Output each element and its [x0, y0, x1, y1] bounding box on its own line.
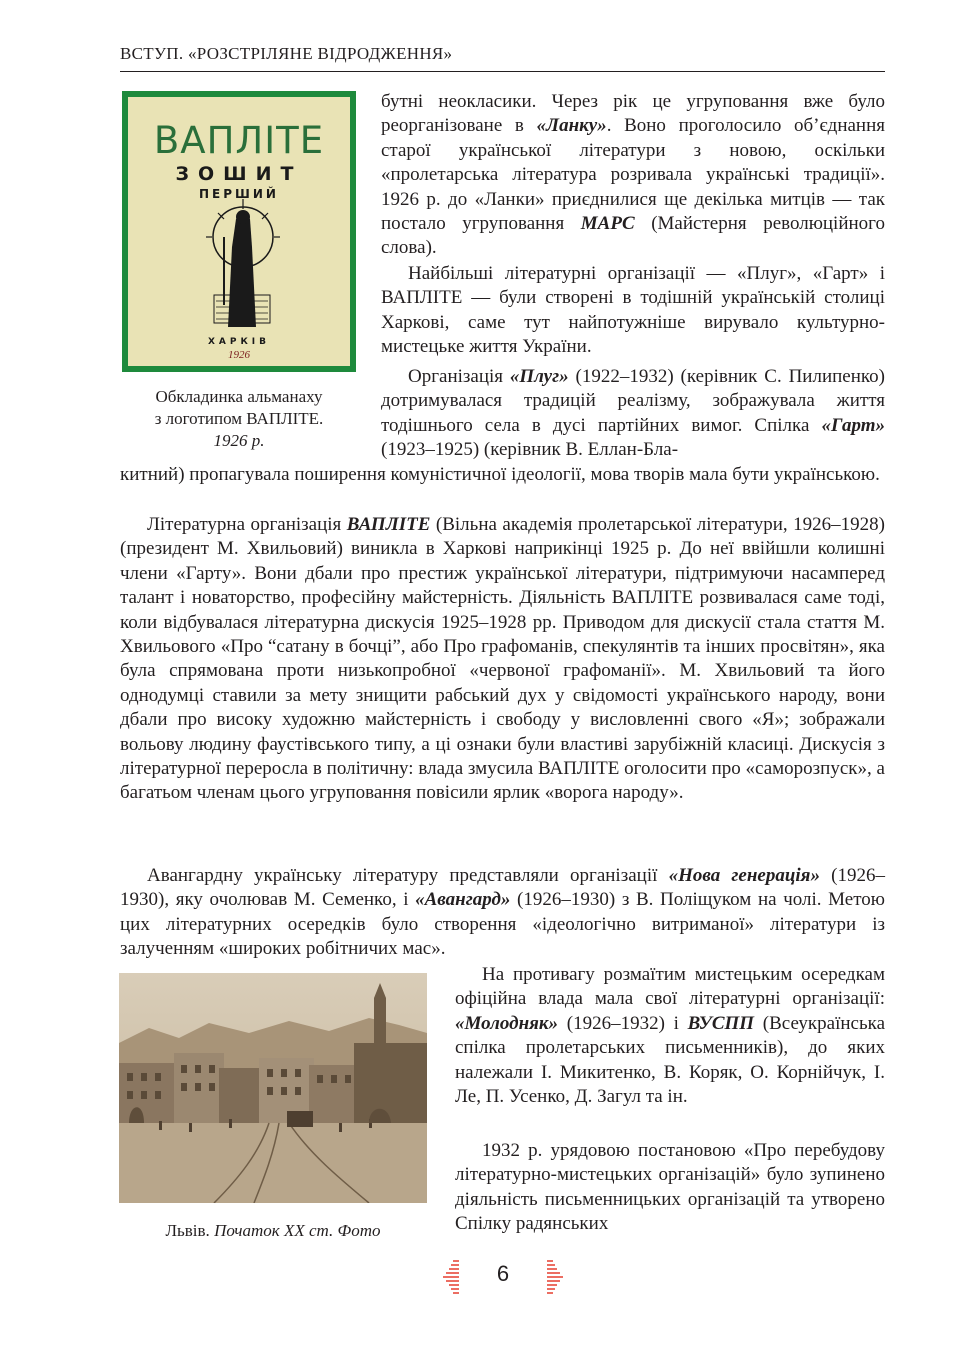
cover-figure-emblem: [128, 97, 350, 366]
cover-subtitle-2: ПЕРШИЙ: [199, 187, 279, 201]
paragraph-3: Організація «Плуг» (1922–1932) (керівник С. Пилипенко) дотримувалася традицій реалізму, зображувала життя тодішнього села в дусі партійних вимог. Спілка «Гарт» (1923–1925) (керівник В. Еллан-Бла-: [381, 366, 885, 461]
lviv-photo-illustration: [119, 973, 427, 1203]
cover-subtitle-1: ЗОШИТ: [175, 163, 303, 185]
almanac-cover-image: [122, 91, 356, 372]
paragraph-7: 1932 р. урядовою постановою «Про перебудову літературно-мистецьких організацій» було зупинено діяльність письменницьких організацій та утворено Спілку радянських: [455, 1140, 885, 1235]
running-header: ВСТУП. «РОЗСТРІЛЯНЕ ВІДРОДЖЕННЯ»: [120, 44, 453, 63]
right-arrow-ornament-icon: [545, 1259, 565, 1295]
cover-year: 1926: [228, 349, 250, 361]
cover-city: ХАРКІВ: [207, 337, 271, 347]
page-number: 6: [496, 1261, 510, 1286]
figure-2-caption: Львів. Початок XX ст. Фото: [165, 1221, 381, 1240]
cover-title: ВАПЛІТЕ: [153, 119, 325, 162]
paragraph-4: Літературна організація ВАПЛІТЕ (Вільна академія пролетарської літератури, 1926–1928) (президент М. Хвильовий) виникла в Харкові наприкінці 1925 р. До неї ввійшли колишні члени «Гарту». Вони дбали про престиж української літератури, підтримуючи насамперед талант і новаторство, професійну майстерність. Діяльність ВАПЛІТЕ розвивалася саме тоді, коли відбувалася літературна дискусія 1925–1928 рр. Приводом для дискусії стала стаття М. Хвильового «Про “сатану в бочці”, або Про графоманів, спекулянтів та інших просвітян», яка була спрямована проти низькопробної «червоної графоманії». М. Хвильовий та його однодумці ставили за мету знищити рабський дух у свідомості українського народу, вони дбали про високу художню майстерність і свободу у висловленні свого «Я»; зображали вольову людину фаустівського типу, а ці ознаки були властиві зарубіжній класиці. Дискусія з літературної переросла в політичну: влада змусила ВАПЛІТЕ оголосити про «саморозпуск», а багатьом членам цього угруповання повісили ярлик «ворога народу».: [120, 514, 885, 804]
paragraph-6: На противагу розмаїтим мистецьким осередкам офіційна влада мала свої літературні організації: «Молодняк» (1926–1932) і ВУСПП (Всеукраїнська спілка пролетарських письменників), до яких належали І. Микитенко, В. Коряк, О. Корнійчук, І. Ле, П. Усенко, Д. Загул та ін.: [455, 964, 885, 1108]
figure-1-caption: Обкладинка альманаху з логотипом ВАПЛІТЕ. 1926 р.: [154, 387, 324, 450]
paragraph-1: бутні неокласики. Через рік це угруповання вже було реорганізоване в «Ланку». Воно проголосило об’єднання старої української літератури з новою, оскільки «пролетарська література розривала українські традиції». 1926 р. до «Ланки» приєднилися ще декілька митців — так постало угруповання МАРС (Майстерня революційного слова).: [381, 91, 885, 259]
page-number-footer: [441, 1257, 565, 1297]
lviv-photo: [119, 973, 427, 1203]
paragraph-2: Найбільші літературні організації — «Плуг», «Гарт» і ВАПЛІТЕ — були створені в тодішній українській столиці Харкові, саме тут найпотужніше вирувало культурно-мистецьке життя України.: [381, 263, 885, 358]
header-rule: [120, 71, 885, 72]
paragraph-5: Авангардну українську літературу представляли організації «Нова генерація» (1926–1930), яку очолював М. Семенко, і «Авангард» (1926–1930) з В. Поліщуком на чолі. Метою цих літературних осередків було створення «ідеологічно витриманої» літератури із залученням «широких робітничих мас».: [120, 865, 886, 960]
paragraph-3-continued: китний) пропагувала поширення комуністичної ідеології, мова творів мала бути українською.: [120, 464, 880, 485]
